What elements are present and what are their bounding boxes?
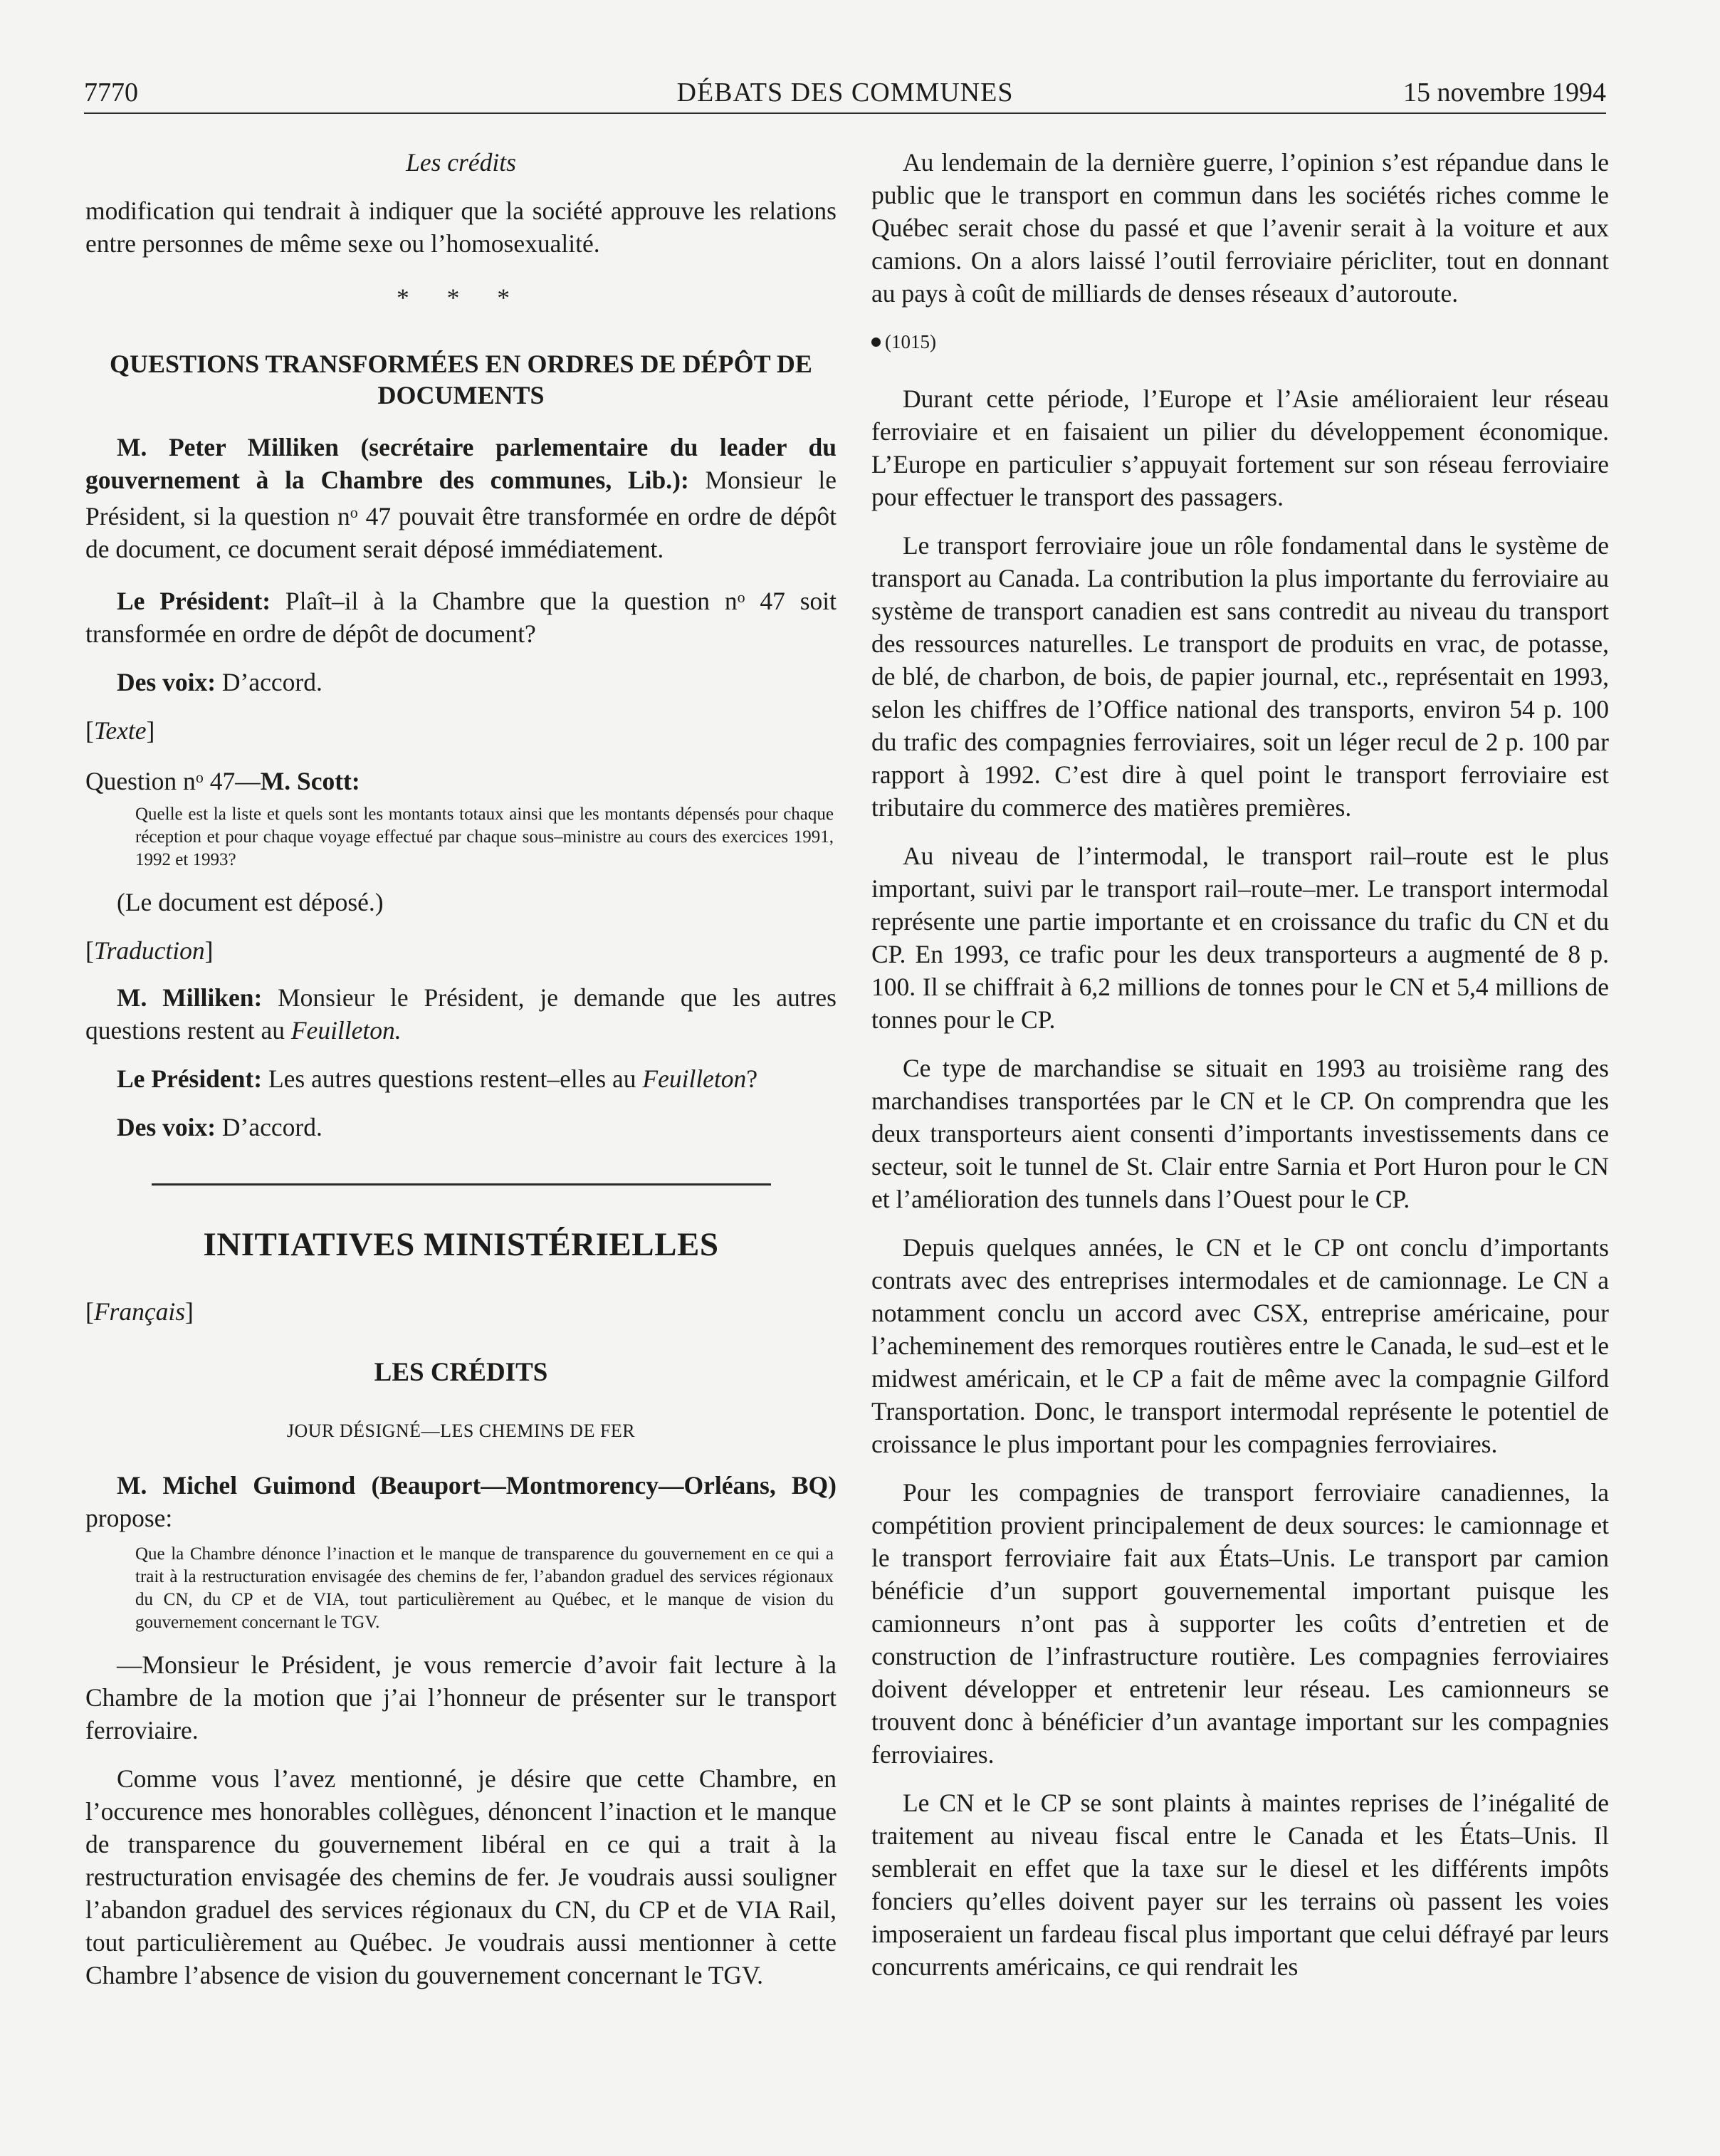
paragraph: Depuis quelques années, le CN et le CP ont conclu d’importants contrats avec des entreprises intermodales et de camionnage. Le CN a notamment conclu un accord avec CSX, entreprise américaine, pour l’acheminement des remorques routières entre le Canada, le sud–est et le midwest américain, et le CP a fait de même avec la compagnie Gilford Transportation. Donc, le transport intermodal représente le potentiel de croissance le plus important pour les compagnies ferroviaires. [871,1233,1609,1458]
guimond-paragraph: Comme vous l’avez mentionné, je désire que cette Chambre, en l’occurence mes honorables collègues, dénoncent l’inaction et le manque de transparence du gouvernement libéral en ce qui a trait à la restructuration envisagée des chemins de fer. Je voudrais aussi souligner l’abandon graduel des services régionaux du CN, du CP et de VIA Rail, tout particulièrement au Québec. Je voudrais aussi mentionner à cette Chambre l’absence de vision du gouvernement concernant le TGV. [85,1764,837,1989]
issue-date: 15 novembre 1994 [1403,78,1606,108]
paragraph: Ce type de marchandise se situait en 1993 au troisième rang des marchandises transportées par le CN et le CP. On comprendra que les deux transporteurs aient consenti d’importants investissements dans ce secteur, soit le tunnel de St. Clair entre Sarnia et Port Huron pour le CN et l’amélioration des tunnels dans l’Ouest pour le CP. [871,1054,1609,1213]
question-line: Question $n^o$ 47—M. Scott: [85,767,360,795]
milliken-request: M. Milliken: Monsieur le Président, je demande que les autres questions restent au Feuilleton. [85,983,837,1045]
voices-response: Des voix: D’accord. [117,668,322,696]
timestamp: (1015) [871,325,1609,358]
speaker-name: M. Milliken: [117,983,263,1012]
section-separator: * * * [397,283,525,312]
speaker-name: Des voix: [117,668,216,696]
paragraph: Le transport ferroviaire joue un rôle fondamental dans le système de transport au Canada. La contribution la plus importante du ferroviaire au système de transport canadien est sans contredit au niveau du transport des ressources naturelles. Le transport de produits en vrac, de potasse, de blé, de charbon, de bois, de papier journal, etc., représentait en 1993, selon les chiffres de l’Office national des transports, environ 54 p. 100 du trafic des compagnies ferroviaires, soit un léger recul de 2 p. 100 par rapport à 1992. C’est dire à quel point le transport ferroviaire est tributaire du commerce des matières premières. [871,531,1609,822]
carry-over-paragraph: modification qui tendrait à indiquer que la société approuve les relations entre personnes de même sexe ou l’homosexualité. [85,197,837,258]
page-header [84,68,1606,114]
speaker-name: Le Président: [117,1064,263,1093]
credits-heading: LES CRÉDITS [374,1358,548,1387]
guimond-opening: —Monsieur le Président, je vous remercie d’avoir fait lecture à la Chambre de la motion que j’ai l’honneur de présenter sur le transport ferroviaire. [85,1650,837,1744]
speaker-name: Le Président: [117,587,271,615]
language-tag-texte: [Texte] [85,716,155,745]
president-question: Le Président: Les autres questions restent–elles au Feuilleton? [117,1064,758,1093]
voices-response-2: Des voix: D’accord. [117,1113,322,1141]
question-body: Quelle est la liste et quels sont les montants totaux ainsi que les montants dépensés pour chaque réception et pour chaque voyage effectué par chaque sous–ministre au cours des exercices 1991, 1992 et 1993? [135,805,834,869]
designated-day-subheading: JOUR DÉSIGNÉ—LES CHEMINS DE FER [286,1420,636,1441]
speaker-name: Des voix: [117,1113,216,1141]
speaker-name: M. Michel Guimond (Beauport—Montmorency—Orléans, BQ) [117,1471,837,1500]
bullet-icon [871,337,881,347]
language-tag-francais: [Français] [85,1297,194,1326]
right-column [871,146,1609,1999]
paragraph: Pour les compagnies de transport ferroviaire canadiennes, la compétition provient principalement de deux sources: le camionnage et le transport ferroviaire fait aux États–Unis. Le transport par camion bénéficie d’un support gouvernemental important puisque les camionneurs n’ont pas à supporter les coûts d’entretien et de construction de l’infrastructure routière. Les compagnies ferroviaires doivent développer et entretenir leur réseau. Les camionneurs se trouvent donc à bénéficier d’un avantage important sur les compagnies ferroviaires. [871,1478,1609,1769]
speaker-name: M. Peter Milliken (secrétaire parlementaire du leader du gouvernement à la Chambre des communes, Lib.): [85,433,837,494]
questions-heading: QUESTIONS TRANSFORMÉES EN ORDRES DE DÉPÔT DE DOCUMENTS [110,350,812,409]
motion-text: Que la Chambre dénonce l’inaction et le manque de transparence du gouvernement en ce qui a trait à la restructuration envisagée des chemins de fer, l’abandon graduel des services régionaux du CN, du CP et de VIA, tout particulièrement au Québec, et le manque de vision du gouvernement concernant le TGV. [135,1544,834,1632]
milliken-intervention: M. Peter Milliken (secrétaire parlementaire du leader du gouvernement à la Chambre des communes, Lib.): Monsieur le Président, si la question $n^o$ 47 pouvait être transformée en ordre de dépôt de document, ce document serait déposé immédiatement. [85,433,837,563]
president-intervention: Le Président: Plaît–il à la Chambre que la question $n^o$ 47 soit transformée en ordre de dépôt de document? [85,587,837,648]
paragraph: Durant cette période, l’Europe et l’Asie amélioraient leur réseau ferroviaire et en faisaient un pilier du développement économique. L’Europe en particulier s’appuyait fortement sur son réseau ferroviaire pour effectuer le transport des passagers. [871,384,1609,511]
guimond-motion-intro: M. Michel Guimond (Beauport—Montmorency—Orléans, BQ) propose: [85,1471,837,1532]
initiatives-heading: INITIATIVES MINISTÉRIELLES [203,1226,719,1263]
paragraph: Au niveau de l’intermodal, le transport rail–route est le plus important, suivi par le transport rail–route–mer. Le transport intermodal représente une partie importante et en croissance du trafic du CN et du CP. En 1993, ce trafic pour les deux transporteurs a augmenté de 8 p. 100. Il se chiffrait à 6,2 millions de tonnes pour le CN et 5,4 millions de tonnes pour le CP. [871,842,1609,1034]
page-number: 7770 [84,78,138,108]
language-tag-traduction: [Traduction] [85,936,214,965]
publication-title: DÉBATS DES COMMUNES [676,78,1014,108]
paragraph: Le CN et le CP se sont plaints à maintes reprises de l’inégalité de traitement au niveau fiscal entre le Canada et les États–Unis. Il semblerait en effet que la taxe sur le diesel et les différents impôts fonciers qu’elles doivent payer sur les terrains où passent les voies imposeraient un fardeau fiscal plus important que celui défrayé par leurs concurrents américains, ce qui rendrait les [871,1789,1609,1981]
left-column [85,146,837,2007]
section-rule [152,1183,771,1186]
running-head: Les crédits [406,148,516,177]
document-deposited: (Le document est déposé.) [117,888,384,916]
paragraph: Au lendemain de la dernière guerre, l’opinion s’est répandue dans le public que le transport en commun dans les sociétés riches comme le Québec serait chose du passé et que l’avenir serait à la voiture et aux camions. On a alors laissé l’outil ferroviaire péricliter, tout en donnant au pays à coût de milliards de denses réseaux d’autoroute. [871,148,1609,308]
